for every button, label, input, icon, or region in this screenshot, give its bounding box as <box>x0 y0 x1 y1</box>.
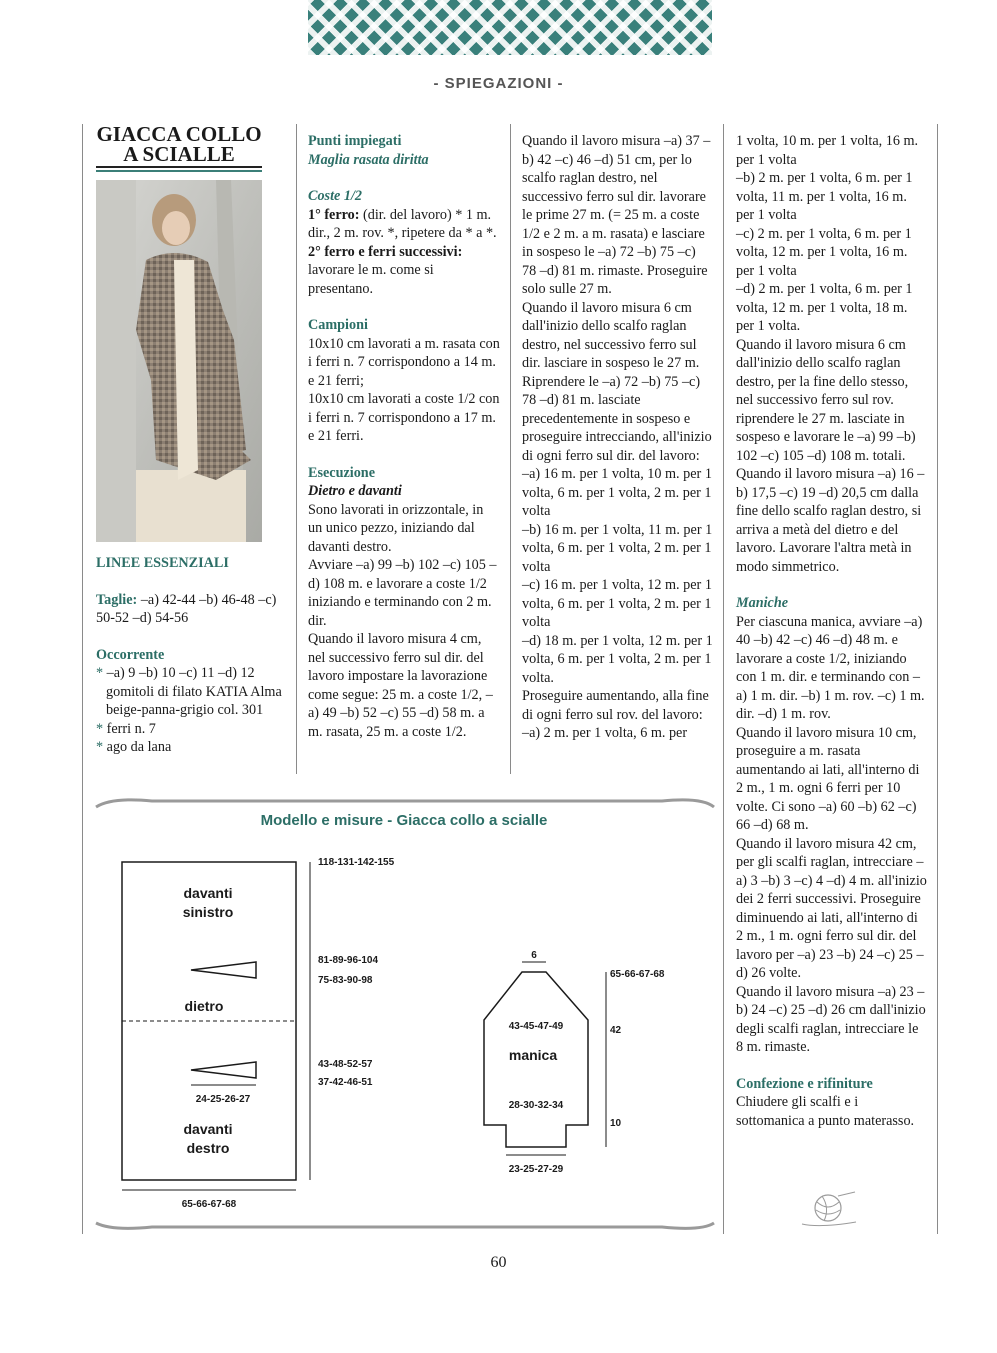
measure-sleeve-upper-width: 43-45-47-49 <box>508 1021 564 1032</box>
execution-heading: Esecuzione <box>308 464 375 481</box>
knit-pattern-banner <box>308 0 712 55</box>
section-heading-essentials: LINEE ESSENZIALI <box>96 555 229 571</box>
measure-sleeve-cuff-width: 23-25-27-29 <box>508 1164 564 1175</box>
label-left-front-1: davanti <box>183 885 233 901</box>
sizes-label: Taglie: <box>96 591 138 608</box>
measure-43: 43-48-52-57 <box>318 1059 373 1070</box>
measure-sleeve-top: 6 <box>531 950 537 961</box>
sleeves-heading: Maniche <box>736 595 789 611</box>
label-right-front-1: davanti <box>183 1121 233 1137</box>
measure-body-width: 65-66-67-68 <box>181 1199 237 1210</box>
measure-sleeve-mid-width: 28-30-32-34 <box>508 1100 564 1111</box>
title-rule <box>96 166 262 168</box>
article-title <box>96 124 262 164</box>
title-line-2: A SCIALLE <box>123 142 235 166</box>
label-sleeve: manica <box>508 1047 558 1063</box>
stitches-subheading: Maglia rasata diritta <box>308 151 429 168</box>
execution-subheading: Dietro e davanti <box>308 483 402 499</box>
label-left-front-2: sinistro <box>182 904 234 920</box>
section-header: - SPIEGAZIONI - <box>433 75 564 92</box>
stitches-heading: Punti impiegati <box>308 133 402 149</box>
measure-37: 37-42-46-51 <box>318 1077 373 1088</box>
column-divider <box>296 124 297 774</box>
column-2-text: Punti impiegati Maglia rasata diritta Coste 1/2 1° ferro: (dir. del lavoro) * 1 m. dir., 2 m. rov. *, ripetere da * a *. 2° ferro e ferri successivi: lavorare le m. come si presentano. Campioni 10x10 cm lavorati a m. rasata con i ferri n. 7 corrispondono a 14 m. e 21 ferri; 10x10 cm lavorati a coste 1/2 con i ferri n. 7 corrispondono a 17 m. e 21 ferri. Esecuzione Dietro e davanti Sono lavorati in orizzontale, in un unico pezzo, iniziando dal davanti destro. Avviare –a) 99 –b) 102 –c) 105 –d) 108 m. e lavorare a coste 1/2 iniziando e terminando con 2 m. dir. Quando il lavoro misura 4 cm, nel successivo ferro sul dir. del lavoro impostare la lavorazione come segue: 25 m. a coste 1/2, –a) 49 –b) 52 –c) 55 –d) 58 m. a m. rasata, 25 m. a coste 1/2. <box>308 133 500 740</box>
list-item: * ferri n. 7 <box>96 720 156 737</box>
gauge-heading: Campioni <box>308 317 368 333</box>
measure-total-length: 118-131-142-155 <box>318 857 395 868</box>
label-right-front-2: destro <box>186 1140 230 1156</box>
sizes-text: –a) 42-44 –b) 46-48 –c) 50-52 –d) 54-56 <box>96 591 277 626</box>
measure-pocket: 24-25-26-27 <box>195 1094 251 1105</box>
column-3-text: Quando il lavoro misura –a) 37 –b) 42 –c) 46 –d) 51 cm, per lo scalfo raglan destro, nel successivo ferro sul dir. lavorare le prime 27 m. (= 25 m. a coste 1/2 e 2 m. a m. rasata) e lasciare in sospeso le –a) 72 –b) 75 –c) 78 –d) 81 m. rimaste. Proseguire solo sulle 27 m. Quando il lavoro misura 6 cm dall'inizio dello scalfo raglan destro, nel successivo ferro sul dir. lasciare in sospeso le 27 m. Riprendere le –a) 72 –b) 75 –c) 78 –d) 81 m. lasciate precedentemente in sospeso e proseguire intrecciando, all'inizio di ogni ferro sul dir. del lavoro: –a) 16 m. per 1 volta, 10 m. per 1 volta, 6 m. per 1 volta, 2 m. per 1 volta –b) 16 m. per 1 volta, 11 m. per 1 volta, 6 m. per 1 volta, 2 m. per 1 volta –c) 16 m. per 1 volta, 12 m. per 1 volta, 6 m. per 1 volta, 2 m. per 1 volta –d) 18 m. per 1 volta, 12 m. per 1 volta, 6 m. per 1 volta, 2 m. per 1 volta. Proseguire aumentando, alla fine di ogni ferro sul rov. del lavoro: –a) 2 m. per 1 volta, 6 m. per <box>522 133 713 741</box>
measure-sleeve-10: 10 <box>610 1118 622 1129</box>
finishing-heading: Confezione e rifiniture <box>736 1075 873 1092</box>
rib-heading: Coste 1/2 <box>308 188 362 204</box>
yarn-ball-icon <box>800 1190 860 1230</box>
measure-81: 81-89-96-104 <box>318 955 379 966</box>
list-item: * –a) 9 –b) 10 –c) 11 –d) 12 gomitoli di filato KATIA Alma beige-panna-grigio col. 301 <box>96 665 282 718</box>
right-pocket-triangle <box>191 1062 256 1078</box>
column-divider <box>82 124 83 1234</box>
column-divider <box>723 124 724 1234</box>
column-divider <box>510 124 511 774</box>
page-number: 60 <box>490 1254 507 1271</box>
measure-75: 75-83-90-98 <box>318 975 373 986</box>
column-1-text <box>96 554 286 757</box>
title-line-1: GIACCA COLLO <box>96 122 262 146</box>
schematic-diagram <box>96 845 712 1215</box>
model-photo <box>96 180 262 542</box>
diagram-title: Modello e misure - Giacca collo a scialle <box>260 812 548 829</box>
measure-sleeve-total: 65-66-67-68 <box>610 969 665 980</box>
column-divider <box>937 124 938 1234</box>
column-4-text: 1 volta, 10 m. per 1 volta, 16 m. per 1 volta –b) 2 m. per 1 volta, 6 m. per 1 volta, 11 m. per 1 volta, 16 m. per 1 volta –c) 2 m. per 1 volta, 6 m. per 1 volta, 12 m. per 1 volta, 16 m. per 1 volta –d) 2 m. per 1 volta, 6 m. per 1 volta, 12 m. per 1 volta, 18 m. per 1 volta. Quando il lavoro misura 6 cm dall'inizio dello scalfo raglan destro, per la fine dello stesso, nel successivo ferro sul rov. riprendere le 27 m. lasciate in sospeso e lavorare le –a) 99 –b) 102 –c) 105 –d) 108 m. totali. Quando il lavoro misura –a) 16 –b) 17,5 –c) 19 –d) 20,5 cm dalla fine dello scalfo raglan destro, si arriva a metà del dietro e del lavoro. Lavorare l'altra metà in modo simmetrico. Maniche Per ciascuna manica, avviare –a) 40 –b) 42 –c) 46 –d) 48 m. e lavorare a coste 1/2, iniziando con 1 m. dir. e terminando con –a) 1 m. dir. –b) 1 m. rov. –c) 1 m. dir. –d) 1 m. rov. Quando il lavoro misura 10 cm, proseguire a m. rasata aumentando ai lati, all'interno di 2 m., 1 m. ogni 6 ferri per 10 volte. Ci sono –a) 60 –b) 62 –c) 66 –d) 68 m. Quando il lavoro misura 42 cm, per gli scalfi raglan, intrecciare –a) 3 –b) 3 –c) 4 –d) 4 m. all'inizio dei 2 ferri successivi. Proseguire diminuendo ai lati, all'interno di 2 m., 1 m. ogni ferro sul dir. del lavoro per –a) 23 –b) 24 –c) 25 –d) 26 volte. Quando il lavoro misura –a) 23 –b) 24 –c) 25 –d) 26 cm dall'inizio degli scalfi raglan, intrecciare le 8 m. rimaste. Confezione e rifiniture Chiudere gli scalfi e i sottomanica a punto materasso. <box>736 133 927 1129</box>
label-back: dietro <box>184 998 224 1014</box>
materials-heading: Occorrente <box>96 646 165 663</box>
title-rule-accent <box>96 170 262 172</box>
measure-sleeve-42: 42 <box>610 1025 622 1036</box>
left-pocket-triangle <box>191 962 256 978</box>
list-item: * ago da lana <box>96 739 172 755</box>
